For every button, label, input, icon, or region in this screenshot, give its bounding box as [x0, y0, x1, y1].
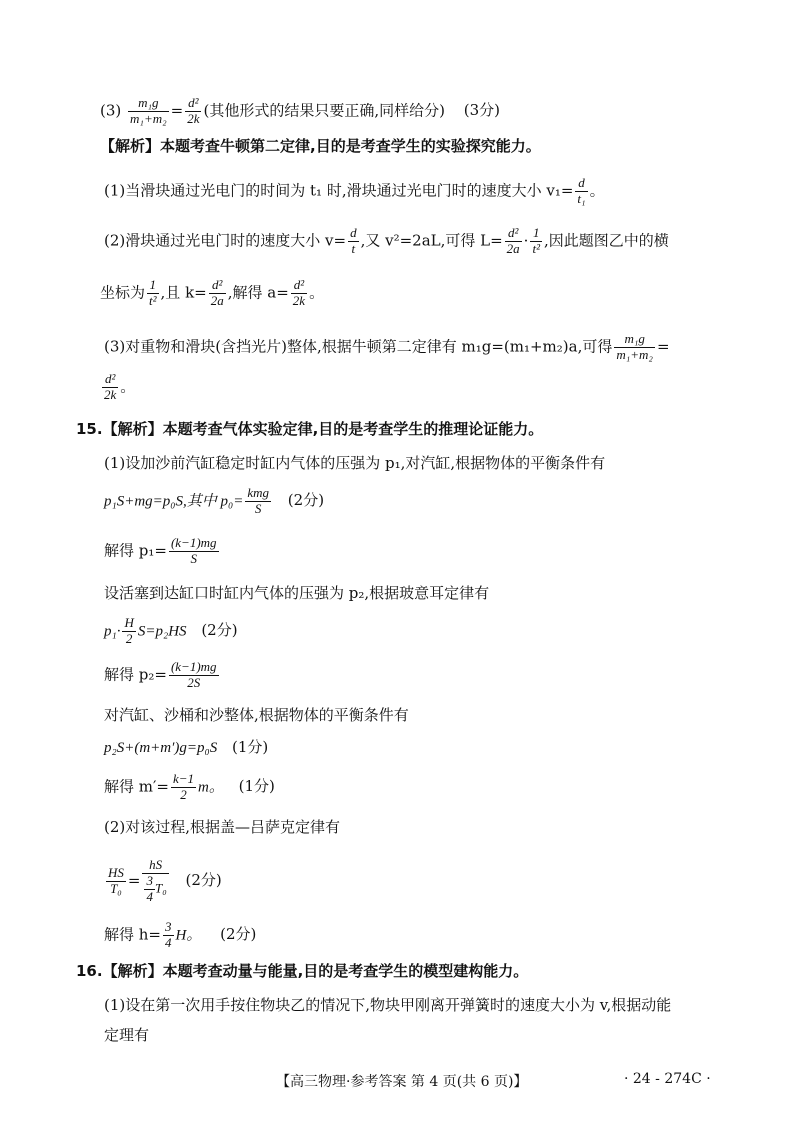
q15-line7: 对汽缸、沙桶和沙整体,根据物体的平衡条件有 — [104, 706, 409, 724]
q15-gay-lussac-equation: $\frac{HS}{\text{T₀}}$ = hS $\frac{3}{4}$ T₀ (2分) — [108, 857, 222, 904]
q14-analysis-part2-line1 — [104, 226, 669, 257]
score: (1分) — [238, 777, 275, 796]
dot: · — [523, 231, 529, 250]
q14-analysis-part1 — [104, 176, 605, 207]
equation: p₁· — [104, 623, 121, 640]
q15-line4: 设活塞到达缸口时缸内气体的压强为 p₂,根据玻意耳定律有 — [104, 584, 490, 602]
score: (2分) — [220, 925, 257, 944]
fraction: $\frac{\text{m₁g}}{\text{m₁+m₂}}$ — [130, 95, 167, 126]
equation: m。 — [198, 779, 224, 796]
q14-analysis-part2-line2 — [100, 278, 324, 309]
paragraph-text: 坐标为 — [100, 283, 146, 302]
q16-line1: (1)设在第一次用手按住物块乙的情况下,物块甲刚离开弹簧时的速度大小为 v,根据动能 — [104, 996, 672, 1014]
paragraph-text: (1)当滑块通过光电门的时间为 t₁ 时,滑块通过光电门时的速度大小 v₁= — [104, 181, 574, 200]
equation: H。 — [175, 927, 202, 944]
scoring-note: (其他形式的结果只要正确,同样给分) — [203, 101, 445, 120]
equation: S=p₂HS — [137, 623, 187, 640]
q15-solve-h — [104, 920, 256, 951]
fraction: $\frac{\text{d²}}{2a}$ — [506, 225, 520, 256]
fraction: $\frac{(k-1)mg}{2S}$ — [170, 659, 217, 690]
equation: 解得 p₂= — [104, 665, 167, 684]
fraction: $\frac{1}{\text{t²}}$ — [532, 225, 540, 256]
fraction: $\frac{\text{d²}}{2a}$ — [210, 277, 224, 308]
paragraph-text: ,又 v²=2aL,可得 L= — [360, 231, 503, 250]
q15-boyle-equation — [104, 616, 238, 647]
fraction: $\frac{H}{2}$ — [124, 615, 134, 646]
fraction: $\frac{(k-1)mg}{S}$ — [170, 535, 217, 566]
fraction: $\frac{d}{\text{t₁}}$ — [577, 175, 586, 206]
fraction: $\frac{3}{4}$ — [165, 919, 172, 950]
fraction: $\frac{\text{d²}}{2k}$ — [187, 95, 200, 126]
q14-analysis-heading: 【解析】本题考查牛顿第二定律,目的是考查学生的实验探究能力。 — [100, 137, 541, 155]
paragraph-text: (2)滑块通过光电门时的速度大小 v= — [104, 231, 347, 250]
q15-solve-mprime — [104, 772, 275, 803]
punct: 。 — [120, 377, 136, 396]
q16-heading: 16.【解析】本题考查动量与能量,目的是考查学生的模型建构能力。 — [76, 962, 529, 980]
score: (2分) — [185, 871, 222, 890]
q14-part3-result: (3) $\frac{\text{m₁g}}{\text{m₁+m₂}}$ = $\frac{\text{d²}}{2k}$ (其他形式的结果只要正确,同样给分) (3分) — [100, 95, 500, 126]
q15-solve-p1 — [104, 536, 221, 567]
equation: 解得 h= — [104, 925, 161, 944]
fraction: $\frac{\text{kmg}}{S}$ — [247, 485, 270, 516]
score: (2分) — [201, 621, 238, 640]
paragraph-text: (3)对重物和滑块(含挡光片)整体,根据牛顿第二定律有 m₁g=(m₁+m₂)a,可得 — [104, 337, 613, 356]
fraction: $\frac{HS}{\text{T₀}}$ — [108, 864, 124, 896]
fraction: $\frac{3}{4}$ — [146, 872, 153, 904]
footer-code: · 24 - 274C · — [624, 1071, 711, 1087]
equation: p₁S+mg=p₀S,其中 p₀= — [104, 493, 244, 510]
q14-analysis-part3-line1 — [104, 332, 670, 363]
q14-analysis-part3-line2 — [100, 372, 135, 403]
part-label: (3) — [100, 101, 122, 120]
paragraph-text: ,且 k= — [160, 283, 207, 302]
paragraph-text: ,解得 a= — [227, 283, 289, 302]
fraction: hS $\frac{3}{4}$ T₀ — [142, 858, 168, 905]
q15-whole-balance — [104, 740, 268, 756]
q16-line2: 定理有 — [104, 1026, 150, 1044]
fraction: $\frac{1}{\text{t²}}$ — [149, 277, 157, 308]
q15-line1: (1)设加沙前汽缸稳定时缸内气体的压强为 p₁,对汽缸,根据物体的平衡条件有 — [104, 454, 606, 472]
q15-solve-p2 — [104, 660, 221, 691]
q15-equation-balance — [104, 486, 324, 517]
fraction: $\frac{\text{d²}}{2k}$ — [292, 277, 306, 308]
fraction: $\frac{\text{m₁g}}{\text{m₁+m₂}}$ — [616, 331, 653, 362]
fraction: $\frac{\text{d²}}{2k}$ — [104, 371, 117, 402]
fraction: $\frac{d}{t}$ — [350, 225, 357, 256]
score: (1分) — [232, 738, 269, 756]
footer-page-info: 【高三物理·参考答案 第 4 页(共 6 页)】 — [276, 1074, 528, 1090]
score: (2分) — [287, 491, 325, 510]
equation: 解得 m′= — [104, 777, 169, 796]
score: (3分) — [463, 101, 500, 120]
q15-heading: 15.【解析】本题考查气体实验定律,目的是考查学生的推理论证能力。 — [76, 420, 544, 438]
equation: 解得 p₁= — [104, 541, 167, 560]
paragraph-text: ,因此题图乙中的横 — [543, 231, 669, 250]
equation: p₂S+(m+m′)g=p₀S — [104, 740, 218, 756]
punct: 。 — [309, 283, 325, 302]
q15-line10: (2)对该过程,根据盖—吕萨克定律有 — [104, 818, 341, 836]
fraction: $\frac{k-1}{2}$ — [172, 771, 195, 802]
punct: 。 — [589, 181, 605, 200]
equals: = — [656, 337, 670, 356]
